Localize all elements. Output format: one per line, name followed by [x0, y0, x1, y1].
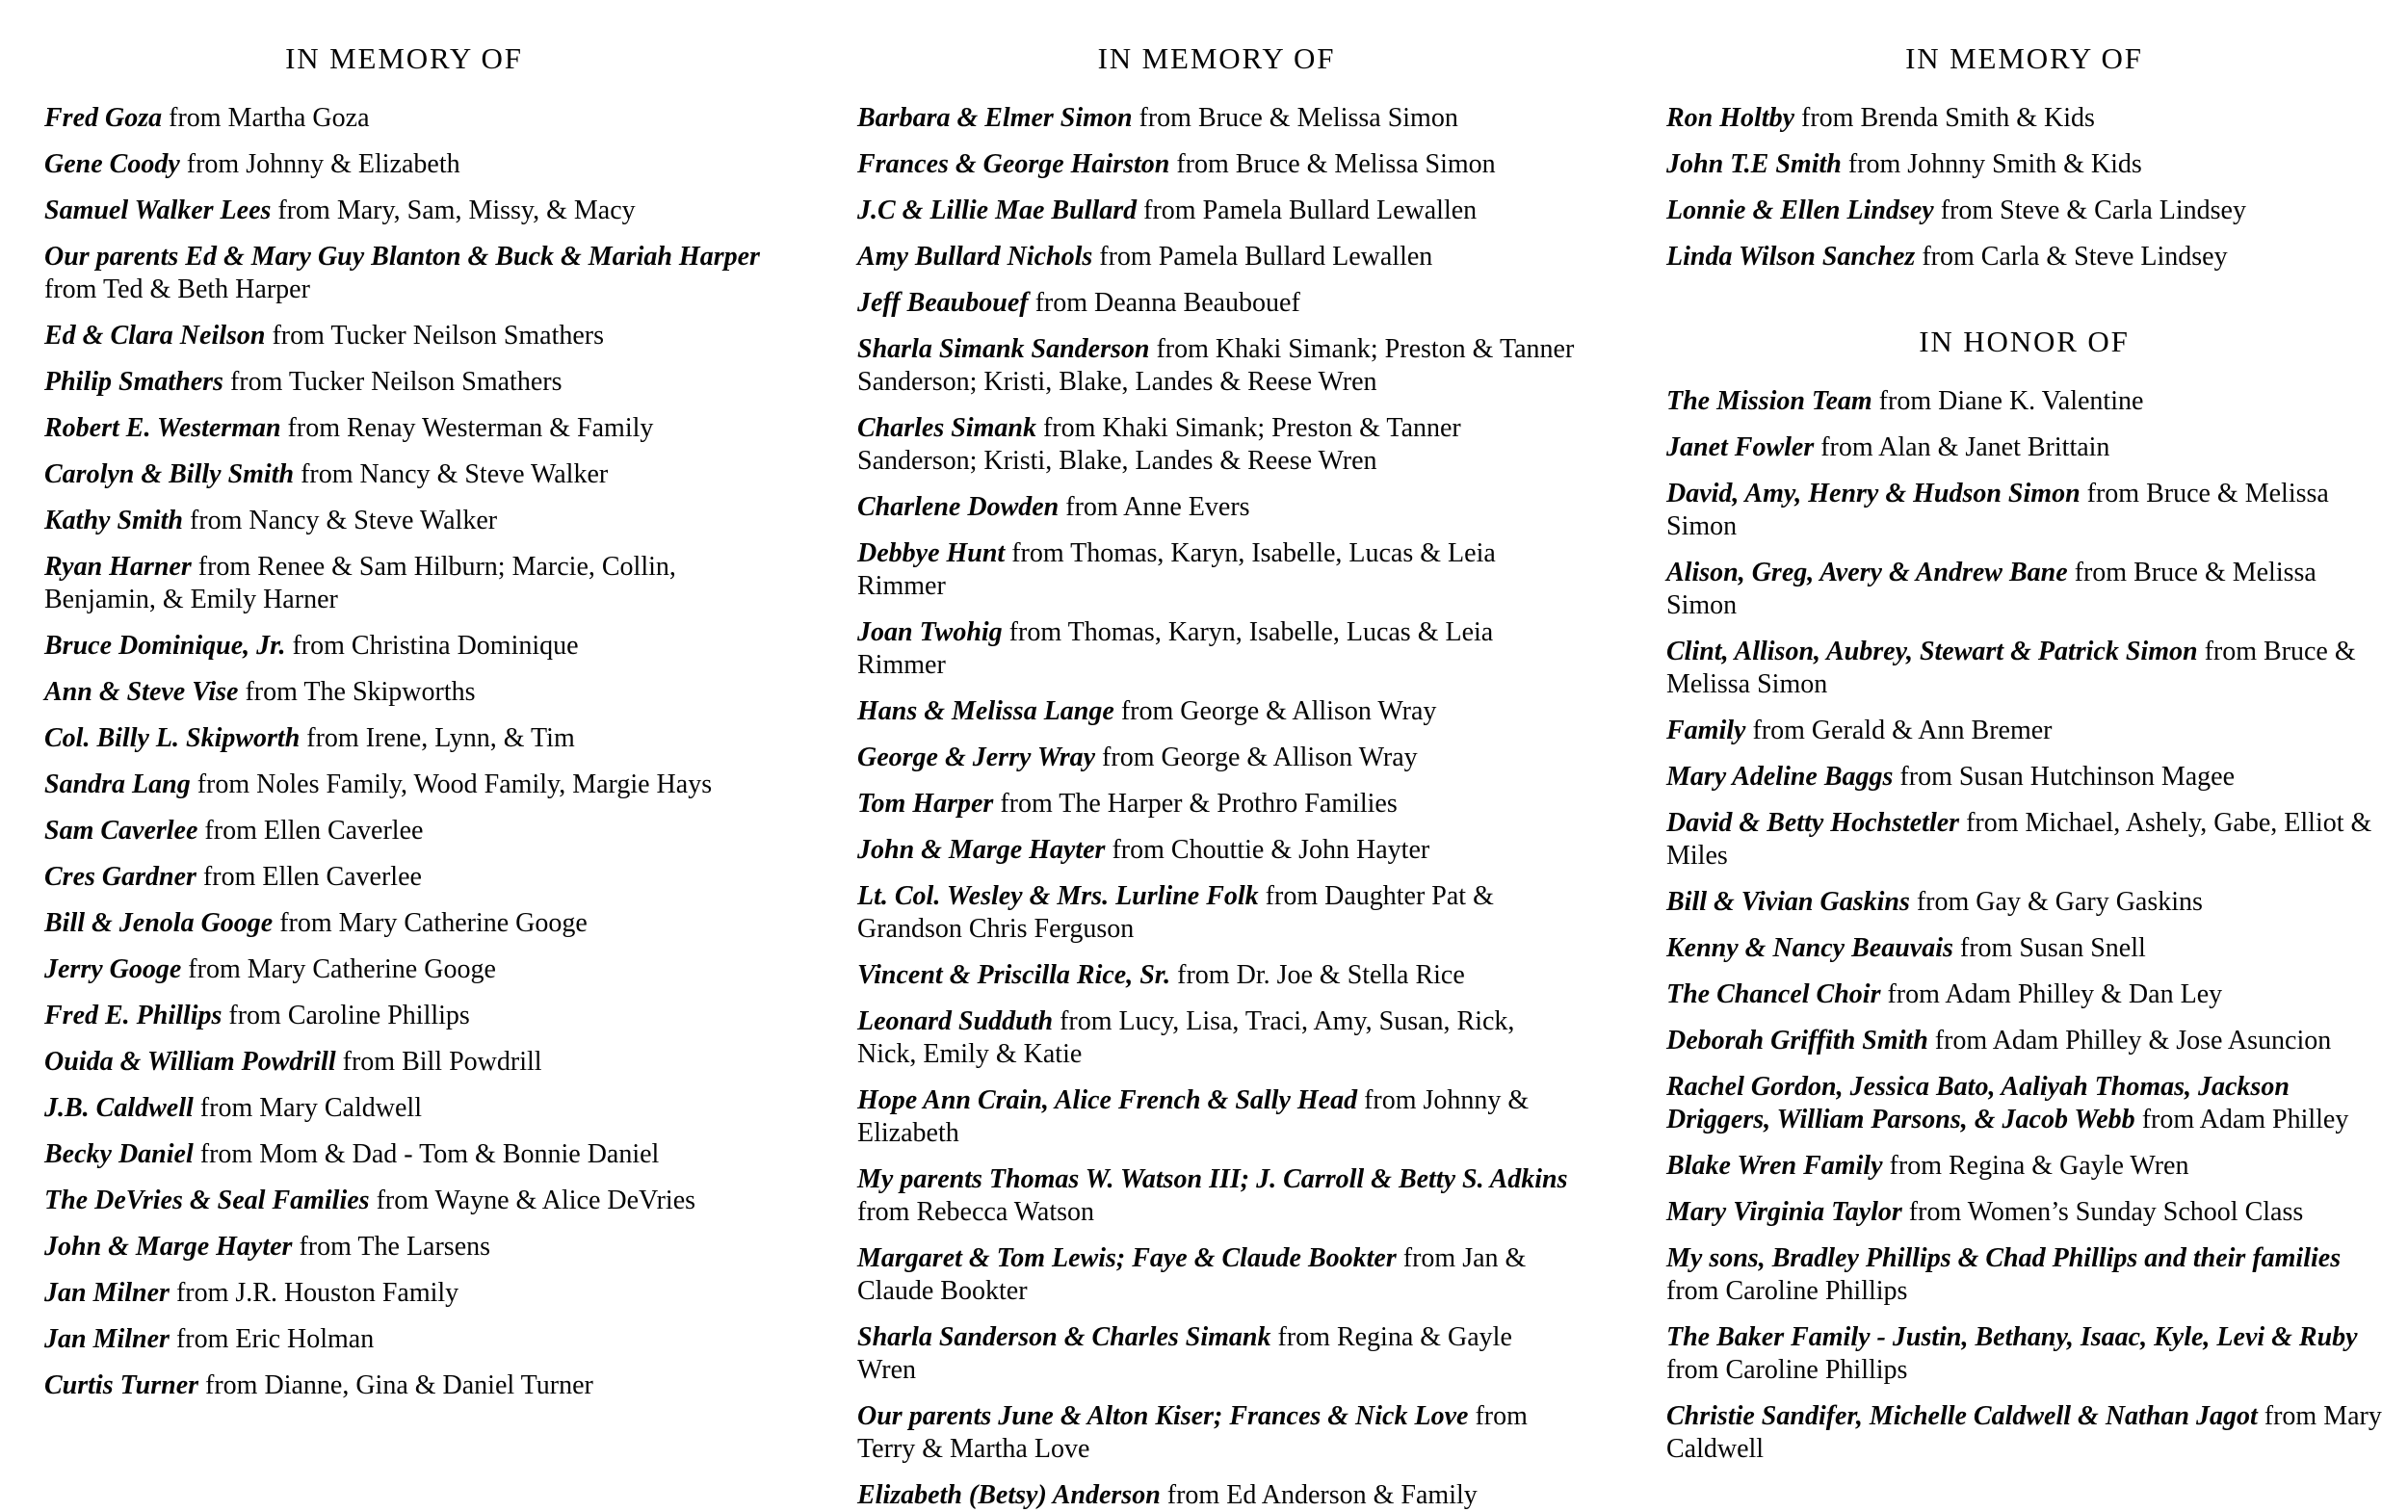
donor-name: Dr. Joe & Stella Rice	[1236, 960, 1465, 990]
donor-name: Regina & Gayle Wren	[857, 1322, 1512, 1385]
from-connector: from	[1042, 413, 1096, 443]
from-connector: from	[306, 723, 359, 753]
from-connector: from	[1666, 1355, 1719, 1385]
from-connector: from	[189, 506, 243, 535]
donor-name: Pamela Bullard Lewallen	[1202, 196, 1478, 225]
memorial-entry	[44, 769, 764, 801]
donor-name: Rebecca Watson	[916, 1197, 1095, 1227]
from-connector: from	[2204, 637, 2257, 666]
memorial-entry	[44, 1231, 764, 1264]
memorial-entry	[857, 102, 1576, 135]
from-connector: from	[228, 1001, 281, 1030]
honoree-name: Janet Fowler	[1666, 432, 1815, 462]
from-connector: from	[1922, 242, 1975, 272]
honoree-name: Clint, Allison, Aubrey, Stewart & Patrick Simon	[1666, 637, 2198, 666]
honoree-name: Sam Caverlee	[44, 816, 198, 846]
from-connector: from	[199, 1093, 253, 1123]
from-connector: from	[1139, 103, 1191, 133]
from-connector: from	[1752, 716, 1805, 745]
honoree-name: Bruce Dominique, Jr.	[44, 631, 286, 661]
section-header: IN HONOR OF	[1919, 325, 2130, 358]
honoree-name: Deborah Griffith Smith	[1666, 1026, 1928, 1056]
memorial-entry	[1666, 978, 2382, 1011]
honoree-name: Robert E. Westerman	[44, 413, 281, 443]
honoree-name: The Mission Team	[1666, 386, 1872, 416]
memorial-entry	[44, 551, 764, 616]
from-connector: from	[1034, 288, 1088, 318]
honoree-name: Jerry Googe	[44, 954, 182, 984]
memorial-entry	[44, 676, 764, 709]
column-center	[802, 40, 1605, 1510]
honoree-name: Jan Milner	[44, 1278, 170, 1308]
donor-name: Mary, Sam, Missy, & Macy	[336, 196, 636, 225]
from-connector: from	[292, 631, 345, 661]
honoree-name: J.C & Lillie Mae Bullard	[857, 196, 1138, 225]
memorial-entry	[857, 742, 1576, 774]
memorial-entry	[1666, 761, 2382, 794]
from-connector: from	[1112, 835, 1165, 865]
memorial-entry	[1666, 1196, 2382, 1229]
donor-name: Mary Caldwell	[1666, 1401, 2382, 1464]
honoree-name: Elizabeth (Betsy) Anderson	[857, 1480, 1161, 1510]
from-connector: from	[1916, 887, 1970, 917]
memorial-entry	[44, 320, 764, 352]
honoree-name: My parents Thomas W. Watson III; J. Carroll & Betty S. Adkins	[857, 1164, 1568, 1194]
from-connector: from	[1878, 386, 1932, 416]
honoree-name: Our parents Ed & Mary Guy Blanton & Buck & Mariah Harper	[44, 242, 760, 272]
column-right	[1605, 40, 2407, 1462]
memorial-entry	[44, 505, 764, 537]
donor-name: Johnny Smith & Kids	[1907, 149, 2142, 179]
honoree-name: Fred Goza	[44, 103, 163, 133]
donor-name: Deanna Beaubouef	[1094, 288, 1300, 318]
from-connector: from	[1177, 960, 1230, 990]
from-connector: from	[1820, 432, 1873, 462]
honoree-name: David, Amy, Henry & Hudson Simon	[1666, 479, 2081, 508]
from-connector: from	[186, 149, 240, 179]
memorial-entry	[857, 148, 1576, 181]
section-header: IN MEMORY OF	[1905, 41, 2143, 75]
donor-name: J.R. Houston Family	[235, 1278, 459, 1308]
donor-name: Mary Caldwell	[259, 1093, 422, 1123]
donor-name: Bruce & Melissa Simon	[1197, 103, 1458, 133]
honoree-name: Debbye Hunt	[857, 538, 1006, 568]
donor-name: Pamela Bullard Lewallen	[1158, 242, 1433, 272]
from-connector: from	[1143, 196, 1196, 225]
memorial-entry	[857, 287, 1576, 320]
from-connector: from	[1065, 492, 1118, 522]
memorial-entry	[1666, 932, 2382, 965]
memorial-entry	[857, 788, 1576, 821]
from-connector: from	[1475, 1401, 1528, 1431]
memorial-entry	[1666, 478, 2382, 543]
honoree-name: Charlene Dowden	[857, 492, 1060, 522]
from-connector: from	[1908, 1197, 1962, 1227]
honoree-name: Bill & Jenola Googe	[44, 908, 274, 938]
donor-name: Mom & Dad - Tom & Bonnie Daniel	[259, 1139, 660, 1169]
from-connector: from	[1156, 334, 1209, 364]
from-connector: from	[1102, 743, 1155, 772]
from-connector: from	[1899, 762, 1952, 792]
honoree-name: Hans & Melissa Lange	[857, 696, 1114, 726]
from-connector: from	[204, 816, 257, 846]
donor-name: Lucy, Lisa, Traci, Amy, Susan, Rick, Nick, Emily & Katie	[857, 1006, 1515, 1069]
memorial-entry	[1666, 1025, 2382, 1057]
honoree-name: J.B. Caldwell	[44, 1093, 194, 1123]
donor-name: Khaki Simank; Preston & Tanner Sanderson; Kristi, Blake, Landes & Reese Wren	[857, 334, 1575, 397]
memorial-entry	[1666, 886, 2382, 919]
from-connector: from	[245, 677, 298, 707]
honoree-name: Ryan Harner	[44, 552, 192, 582]
donor-name: George & Allison Wray	[1161, 743, 1418, 772]
donor-name: Carla & Steve Lindsey	[1980, 242, 2228, 272]
honoree-name: Bill & Vivian Gaskins	[1666, 887, 1910, 917]
section-header: IN MEMORY OF	[1097, 41, 1336, 75]
from-connector: from	[376, 1186, 429, 1215]
honoree-name: Margaret & Tom Lewis; Faye & Claude Bookter	[857, 1243, 1397, 1273]
memorial-entry	[857, 1400, 1576, 1466]
donor-name: Tucker Neilson Smathers	[288, 367, 563, 397]
donor-name: Alan & Janet Brittain	[1878, 432, 2110, 462]
honoree-name: Kenny & Nancy Beauvais	[1666, 933, 1953, 963]
from-connector: from	[1959, 933, 2013, 963]
honoree-name: Col. Billy L. Skipworth	[44, 723, 301, 753]
memorial-entry	[857, 241, 1576, 274]
memorial-entry	[1666, 1242, 2382, 1308]
donor-name: Susan Snell	[2019, 933, 2146, 963]
from-connector: from	[229, 367, 283, 397]
donor-name: The Skipworths	[303, 677, 476, 707]
memorial-entry	[44, 1138, 764, 1171]
donor-name: Susan Hutchinson Magee	[1958, 762, 2236, 792]
from-connector: from	[1666, 1276, 1719, 1306]
from-connector: from	[1847, 149, 1901, 179]
donor-name: Johnny & Elizabeth	[246, 149, 460, 179]
memorial-entry	[1666, 241, 2382, 274]
memorial-entry	[44, 861, 764, 894]
honoree-name: Ron Holtby	[1666, 103, 1795, 133]
donor-name: Gerald & Ann Bremer	[1811, 716, 2053, 745]
honoree-name: Linda Wilson Sanchez	[1666, 242, 1916, 272]
donor-name: Caroline Phillips	[287, 1001, 470, 1030]
from-connector: from	[1966, 808, 2019, 838]
memorial-entry	[44, 815, 764, 847]
donor-name: Terry & Martha Love	[857, 1434, 1090, 1464]
memorial-entry	[44, 630, 764, 663]
donor-name: Ed Anderson & Family	[1226, 1480, 1478, 1510]
honoree-name: Joan Twohig	[857, 617, 1003, 647]
memorial-entry	[857, 959, 1576, 992]
honoree-name: Amy Bullard Nichols	[857, 242, 1093, 272]
donor-name: Nancy & Steve Walker	[359, 459, 609, 489]
honoree-name: Hope Ann Crain, Alice French & Sally Head	[857, 1085, 1358, 1115]
donor-name: Adam Philley & Dan Ley	[1945, 979, 2223, 1009]
donor-name: Adam Philley & Jose Asuncion	[1992, 1026, 2332, 1056]
honoree-name: Ann & Steve Vise	[44, 677, 239, 707]
donor-name: Mary Catherine Googe	[247, 954, 496, 984]
donor-name: Diane K. Valentine	[1938, 386, 2144, 416]
memorial-entry	[857, 333, 1576, 399]
honoree-name: Leonard Sudduth	[857, 1006, 1054, 1036]
donor-name: Renee & Sam Hilburn; Marcie, Collin, Benjamin, & Emily Harner	[44, 552, 676, 614]
memorial-entry	[1666, 715, 2382, 747]
honoree-name: Alison, Greg, Avery & Andrew Bane	[1666, 558, 2068, 587]
donor-name: Wayne & Alice DeVries	[434, 1186, 696, 1215]
donor-name: The Larsens	[357, 1232, 491, 1262]
honoree-name: Carolyn & Billy Smith	[44, 459, 295, 489]
from-connector: from	[1060, 1006, 1112, 1036]
donor-name: George & Allison Wray	[1180, 696, 1437, 726]
memorial-entry	[1666, 1071, 2382, 1136]
donor-name: Michael, Ashely, Gabe, Elliot & Miles	[1666, 808, 2372, 871]
from-connector: from	[2074, 558, 2128, 587]
honoree-name: Lt. Col. Wesley & Mrs. Lurline Folk	[857, 881, 1259, 911]
honoree-name: Samuel Walker Lees	[44, 196, 272, 225]
memorial-entry	[857, 880, 1576, 946]
honoree-name: John & Marge Hayter	[857, 835, 1106, 865]
memorial-entry	[1666, 1400, 2382, 1466]
donor-name: Martha Goza	[227, 103, 370, 133]
from-connector: from	[1166, 1480, 1220, 1510]
donor-name: Johnny & Elizabeth	[857, 1085, 1530, 1148]
from-connector: from	[2086, 479, 2140, 508]
memorial-entry	[44, 1092, 764, 1125]
honoree-name: Philip Smathers	[44, 367, 223, 397]
donor-name: Adam Philley	[2199, 1105, 2349, 1134]
donor-name: Eric Holman	[235, 1324, 375, 1354]
donor-name: Nancy & Steve Walker	[249, 506, 498, 535]
from-connector: from	[1277, 1322, 1330, 1352]
memorial-entry	[1666, 807, 2382, 873]
from-connector: from	[1120, 696, 1174, 726]
memorial-entry	[1666, 557, 2382, 622]
honoree-name: Mary Virginia Taylor	[1666, 1197, 1902, 1227]
column-left	[0, 40, 802, 1462]
memorial-entry	[857, 616, 1576, 682]
honoree-name: Blake Wren Family	[1666, 1151, 1883, 1181]
from-connector: from	[1801, 103, 1854, 133]
memorial-entry	[857, 195, 1576, 227]
from-connector: from	[196, 769, 250, 799]
memorial-entry	[44, 412, 764, 445]
honoree-name: Ed & Clara Neilson	[44, 321, 266, 351]
from-connector: from	[175, 1278, 229, 1308]
honoree-name: David & Betty Hochstetler	[1666, 808, 1960, 838]
donor-name: Mary Catherine Googe	[338, 908, 588, 938]
honoree-name: Our parents June & Alton Kiser; Frances & Nick Love	[857, 1401, 1469, 1431]
from-connector: from	[188, 954, 241, 984]
honoree-name: Sharla Simank Sanderson	[857, 334, 1150, 364]
honoree-name: Becky Daniel	[44, 1139, 194, 1169]
honoree-name: Cres Gardner	[44, 862, 196, 892]
memorial-entry	[44, 148, 764, 181]
memorial-entry	[1666, 102, 2382, 135]
honoree-name: Jan Milner	[44, 1324, 170, 1354]
honoree-name: Kathy Smith	[44, 506, 183, 535]
honoree-name: Tom Harper	[857, 789, 994, 819]
donor-name: Daughter Pat & Grandson Chris Ferguson	[857, 881, 1494, 944]
donor-name: Steve & Carla Lindsey	[2000, 196, 2246, 225]
donor-name: Bruce & Melissa Simon	[1235, 149, 1496, 179]
memorial-entry	[857, 1163, 1576, 1229]
honoree-name: John & Marge Hayter	[44, 1232, 293, 1262]
donor-name: Bruce & Melissa Simon	[1666, 479, 2329, 541]
honoree-name: Mary Adeline Baggs	[1666, 762, 1894, 792]
honoree-name: Charles Simank	[857, 413, 1036, 443]
memorial-entry	[857, 537, 1576, 603]
donor-name: Christina Dominique	[351, 631, 579, 661]
memorial-entry	[857, 1321, 1576, 1387]
from-connector: from	[1940, 196, 1994, 225]
honoree-name: Sharla Sanderson & Charles Simank	[857, 1322, 1271, 1352]
memorial-entry	[44, 1000, 764, 1032]
memorial-entry	[44, 1369, 764, 1402]
honoree-name: Vincent & Priscilla Rice, Sr.	[857, 960, 1171, 990]
donor-name: Khaki Simank; Preston & Tanner Sanderson; Kristi, Blake, Landes & Reese Wren	[857, 413, 1461, 476]
from-connector: from	[1099, 242, 1152, 272]
honoree-name: Christie Sandifer, Michelle Caldwell & Nathan Jagot	[1666, 1401, 2258, 1431]
honoree-name: Lonnie & Ellen Lindsey	[1666, 196, 1934, 225]
from-connector: from	[1011, 538, 1064, 568]
honoree-name: The Chancel Choir	[1666, 979, 1881, 1009]
from-connector: from	[301, 459, 353, 489]
memorial-entry	[857, 695, 1576, 728]
honoree-name: Fred E. Phillips	[44, 1001, 222, 1030]
honoree-name: The Baker Family - Justin, Bethany, Isaac, Kyle, Levi & Ruby	[1666, 1322, 2358, 1352]
memorial-entry	[857, 1084, 1576, 1150]
donor-name: Renay Westerman & Family	[346, 413, 654, 443]
from-connector: from	[1265, 881, 1319, 911]
donor-name: Women’s Sunday School Class	[1967, 1197, 2304, 1227]
from-connector: from	[1364, 1085, 1417, 1115]
from-connector: from	[1000, 789, 1053, 819]
honoree-name: George & Jerry Wray	[857, 743, 1096, 772]
donor-name: Brenda Smith & Kids	[1860, 103, 2095, 133]
honoree-name: John T.E Smith	[1666, 149, 1842, 179]
donor-name: Tucker Neilson Smathers	[330, 321, 605, 351]
honoree-name: Jeff Beaubouef	[857, 288, 1029, 318]
memorial-entry	[1666, 1321, 2382, 1387]
memorial-entry	[1666, 385, 2382, 418]
memorial-entry	[44, 1323, 764, 1356]
honoree-name: Frances & George Hairston	[857, 149, 1170, 179]
memorial-entry	[44, 102, 764, 135]
memorial-entry	[857, 834, 1576, 867]
memorial-entry	[44, 722, 764, 755]
section-header: IN MEMORY OF	[285, 41, 523, 75]
memorial-entry	[1666, 195, 2382, 227]
honoree-name: Sandra Lang	[44, 769, 191, 799]
from-connector: from	[197, 552, 251, 582]
donor-name: Dianne, Gina & Daniel Turner	[264, 1370, 593, 1400]
donor-name: Irene, Lynn, & Tim	[365, 723, 575, 753]
memorial-entry	[1666, 1150, 2382, 1183]
donor-name: Thomas, Karyn, Isabelle, Lucas & Leia Rimmer	[857, 538, 1496, 601]
memorial-entry	[44, 907, 764, 940]
memorial-entry	[44, 195, 764, 227]
donor-name: Bruce & Melissa Simon	[1666, 558, 2316, 620]
from-connector: from	[277, 196, 330, 225]
donor-name: Caroline Phillips	[1725, 1355, 1908, 1385]
memorial-entry	[44, 1046, 764, 1079]
donor-name: Ted & Beth Harper	[102, 274, 310, 304]
donor-name: Thomas, Karyn, Isabelle, Lucas & Leia Rimmer	[857, 617, 1494, 680]
memorial-entry	[857, 1479, 1576, 1512]
memorial-entry	[44, 458, 764, 491]
donor-name: Caroline Phillips	[1725, 1276, 1908, 1306]
memorial-entry	[1666, 148, 2382, 181]
memorial-entry	[44, 1185, 764, 1217]
donor-name: Chouttie & John Hayter	[1170, 835, 1430, 865]
from-connector: from	[1402, 1243, 1456, 1273]
from-connector: from	[205, 1370, 258, 1400]
donor-name: Bruce & Melissa Simon	[1666, 637, 2356, 699]
from-connector: from	[169, 103, 222, 133]
memorial-entry	[44, 953, 764, 986]
memorial-entry	[857, 1242, 1576, 1308]
donor-name: Jan & Claude Bookter	[857, 1243, 1527, 1306]
donor-name: Bill Powdrill	[402, 1047, 542, 1077]
honoree-name: Curtis Turner	[44, 1370, 199, 1400]
memorial-entry	[1666, 431, 2382, 464]
memorial-entry	[44, 366, 764, 399]
honoree-name: The DeVries & Seal Families	[44, 1186, 370, 1215]
donor-name: The Harper & Prothro Families	[1059, 789, 1398, 819]
memorial-entry	[857, 491, 1576, 524]
donor-name: Regina & Gayle Wren	[1948, 1151, 2189, 1181]
honoree-name: Gene Coody	[44, 149, 180, 179]
donor-name: Ellen Caverlee	[263, 816, 424, 846]
from-connector: from	[175, 1324, 229, 1354]
donor-name: Gay & Gary Gaskins	[1976, 887, 2203, 917]
from-connector: from	[1887, 979, 1940, 1009]
from-connector: from	[202, 862, 256, 892]
honoree-name: Barbara & Elmer Simon	[857, 103, 1133, 133]
from-connector: from	[44, 274, 97, 304]
honoree-name: Ouida & William Powdrill	[44, 1047, 336, 1077]
memorial-entry	[857, 1005, 1576, 1071]
from-connector: from	[1889, 1151, 1942, 1181]
memorial-entry	[44, 241, 764, 306]
from-connector: from	[1934, 1026, 1988, 1056]
donor-name: Anne Evers	[1123, 492, 1250, 522]
from-connector: from	[299, 1232, 352, 1262]
from-connector: from	[342, 1047, 396, 1077]
from-connector: from	[1008, 617, 1062, 647]
from-connector: from	[2264, 1401, 2317, 1431]
donor-name: Noles Family, Wood Family, Margie Hays	[256, 769, 713, 799]
from-connector: from	[287, 413, 340, 443]
from-connector: from	[1176, 149, 1229, 179]
honoree-name: Family	[1666, 716, 1746, 745]
honoree-name: Rachel Gordon, Jessica Bato, Aaliyah Thomas, Jackson Driggers, William Parsons, & Jacob Webb	[1666, 1072, 2290, 1134]
donor-name: Ellen Caverlee	[262, 862, 422, 892]
from-connector: from	[2141, 1105, 2195, 1134]
honoree-name: My sons, Bradley Phillips & Chad Phillips and their families	[1666, 1243, 2342, 1273]
from-connector: from	[279, 908, 332, 938]
memorial-entry	[1666, 636, 2382, 701]
from-connector: from	[272, 321, 325, 351]
memorial-entry	[44, 1277, 764, 1310]
from-connector: from	[857, 1197, 910, 1227]
from-connector: from	[199, 1139, 253, 1169]
memorial-entry	[857, 412, 1576, 478]
